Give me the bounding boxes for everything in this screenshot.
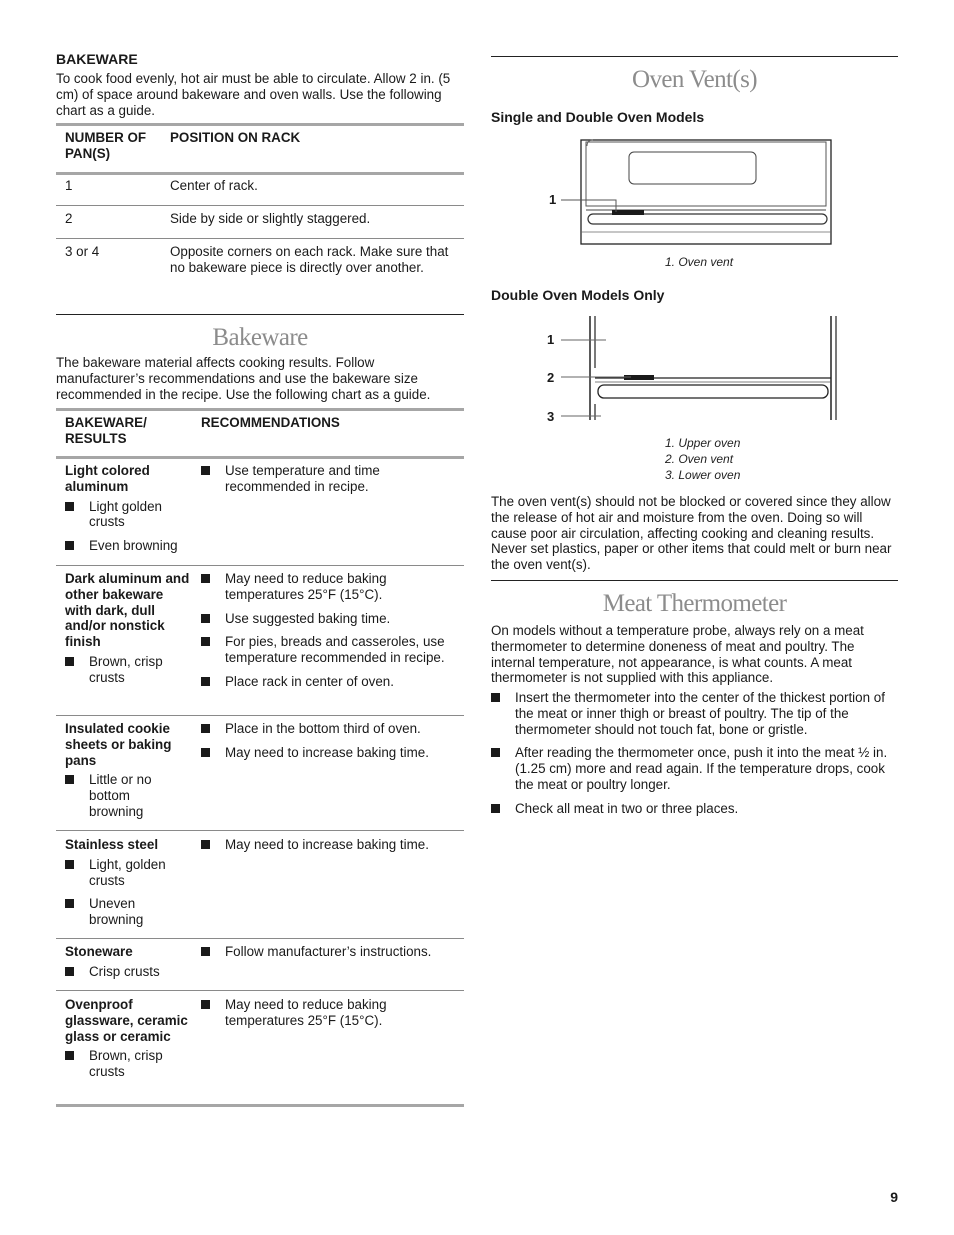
rec-item: Follow manufacturer’s instructions.: [201, 944, 459, 960]
callout-number: 1: [549, 192, 557, 207]
pan-count: 2: [65, 211, 73, 226]
bullet-square-icon: [201, 1000, 210, 1009]
material-cell: [65, 997, 190, 1080]
material-cell: [65, 571, 190, 686]
row-divider: [56, 990, 464, 991]
meat-thermometer-title: Meat Thermometer: [602, 590, 787, 617]
pan-count: 1: [65, 178, 73, 193]
bullet-square-icon: [65, 967, 74, 976]
material-cell: [65, 837, 190, 928]
rec-item: Use suggested baking time.: [201, 611, 459, 627]
list-item: Check all meat in two or three places.: [491, 801, 898, 817]
row-divider: [56, 715, 464, 716]
result-item: Brown, crisp crusts: [65, 1048, 190, 1080]
rec-item: May need to increase baking time.: [201, 745, 459, 761]
bullet-square-icon: [201, 614, 210, 623]
list-item: After reading the thermometer once, push it into the meat ½ in. (1.25 cm) more and read again. If the temperature drops, cook the meat or poultry longer.: [491, 745, 898, 792]
bullet-square-icon: [65, 775, 74, 784]
rec-item: Use temperature and time recommended in recipe.: [201, 463, 459, 495]
material-cell: [65, 463, 190, 554]
double-only-heading: Double Oven Models Only: [491, 287, 665, 303]
col-header-position: POSITION ON RACK: [170, 130, 301, 145]
bullet-square-icon: [65, 502, 74, 511]
figure-caption: 1. Oven vent: [665, 255, 734, 269]
bullet-square-icon: [65, 1051, 74, 1060]
bakeware-intro: To cook food evenly, hot air must be able to circulate. Allow 2 in. (5 cm) of space around bakeware and oven walls. Use the following chart as a guide.: [56, 71, 451, 118]
rec-item: May need to increase baking time.: [201, 837, 459, 853]
rec-item: Place rack in center of oven.: [201, 674, 459, 690]
callout-number: 2: [547, 370, 555, 385]
result-item: Light, golden crusts: [65, 857, 190, 889]
recs-cell: [201, 571, 459, 690]
table-top-rule: [56, 123, 464, 126]
pan-position: Center of rack.: [170, 178, 258, 193]
table-top-rule: [56, 408, 464, 411]
meat-body: On models without a temperature probe, always rely on a meat thermometer to determine doneness of meat and poultry. The internal temperature, not appearance, is what counts. A meat thermometer is not supplied with this appliance.: [491, 623, 864, 686]
col-header-recommendations: RECOMMENDATIONS: [201, 415, 340, 430]
result-item: Little or no bottom browning: [65, 772, 190, 819]
recs-cell: [201, 463, 459, 495]
figure-caption: 1. Upper oven: [665, 436, 741, 450]
col-header-bakeware: BAKEWARE/ RESULTS: [65, 415, 147, 446]
bullet-square-icon: [201, 840, 210, 849]
rec-item: May need to reduce baking temperatures 25°F (15°C).: [201, 571, 459, 603]
result-item: Uneven browning: [65, 896, 190, 928]
col-header-number: NUMBER OF PAN(S): [65, 130, 147, 161]
section-rule: [491, 580, 898, 581]
rec-item: Place in the bottom third of oven.: [201, 721, 459, 737]
page-number: 9: [890, 1189, 898, 1205]
figure-caption: 2. Oven vent: [665, 452, 734, 466]
meat-bullets: [491, 690, 898, 817]
bullet-square-icon: [491, 693, 500, 702]
result-item: Even browning: [65, 538, 190, 554]
bullet-square-icon: [201, 748, 210, 757]
bullet-square-icon: [491, 804, 500, 813]
row-divider: [56, 205, 464, 206]
oven-vent-title: Oven Vent(s): [632, 66, 757, 93]
result-item: Crisp crusts: [65, 964, 190, 980]
bullet-square-icon: [201, 637, 210, 646]
bullet-square-icon: [65, 860, 74, 869]
bakeware-small-heading: BAKEWARE: [56, 51, 138, 67]
recs-cell: [201, 997, 459, 1029]
callout-number: 1: [547, 332, 555, 347]
recs-cell: [201, 837, 459, 853]
row-divider: [56, 565, 464, 566]
figure-caption: 3. Lower oven: [665, 468, 741, 482]
bullet-square-icon: [491, 748, 500, 757]
bullet-square-icon: [201, 724, 210, 733]
pan-count: 3 or 4: [65, 244, 100, 259]
row-divider: [56, 938, 464, 939]
bullet-square-icon: [65, 541, 74, 550]
bakeware-title: Bakeware: [212, 324, 308, 351]
header-rule: [56, 456, 464, 459]
material-cell: [65, 721, 190, 820]
bullet-square-icon: [65, 899, 74, 908]
material-name: Dark aluminum and other bakeware with dark, dull and/or nonstick finish: [65, 571, 190, 650]
rec-item: May need to reduce baking temperatures 25°F (15°C).: [201, 997, 459, 1029]
bullet-square-icon: [201, 947, 210, 956]
recs-cell: [201, 721, 459, 761]
vent-body: The oven vent(s) should not be blocked or covered since they allow the release of hot air and moisture from the oven. Doing so will cause poor air circulation, affecting cooking and cleaning results. Never set plastics, paper or other items that could melt or burn near the oven vent(s).: [491, 494, 892, 573]
bakeware-body: The bakeware material affects cooking results. Follow manufacturer’s recommendations and use the bakeware size recommended in the recipe. Use the following chart as a guide.: [56, 355, 431, 402]
list-item: Insert the thermometer into the center of the thickest portion of the meat or inner thigh or breast of poultry. The tip of the thermometer should not touch fat, bone or gristle.: [491, 690, 898, 737]
double-oven-figure: [491, 314, 898, 424]
bullet-square-icon: [201, 677, 210, 686]
pan-position: Opposite corners on each rack. Make sure that no bakeware piece is directly over another.: [170, 244, 449, 275]
bullet-square-icon: [201, 466, 210, 475]
material-name: Stainless steel: [65, 837, 159, 852]
material-name: Ovenproof glassware, ceramic glass or ceramic: [65, 997, 188, 1044]
result-item: Brown, crisp crusts: [65, 654, 190, 686]
result-item: Light golden crusts: [65, 499, 190, 531]
double-oven-diagram: [491, 314, 898, 424]
section-rule: [491, 56, 898, 57]
table-bottom-rule: [56, 1104, 464, 1107]
material-cell: [65, 944, 190, 980]
material-name: Stoneware: [65, 944, 133, 959]
header-rule: [56, 172, 464, 175]
section-rule: [56, 314, 464, 315]
row-divider: [56, 830, 464, 831]
material-name: Light colored aluminum: [65, 463, 150, 494]
material-name: Insulated cookie sheets or baking pans: [65, 721, 172, 768]
single-double-heading: Single and Double Oven Models: [491, 109, 705, 125]
callout-number: 3: [547, 409, 555, 424]
oven-vent-figure: [491, 138, 898, 248]
bullet-square-icon: [65, 657, 74, 666]
recs-cell: [201, 944, 459, 960]
rec-item: For pies, breads and casseroles, use temperature recommended in recipe.: [201, 634, 459, 666]
pan-position: Side by side or slightly staggered.: [170, 211, 371, 226]
bullet-square-icon: [201, 574, 210, 583]
row-divider: [56, 238, 464, 239]
